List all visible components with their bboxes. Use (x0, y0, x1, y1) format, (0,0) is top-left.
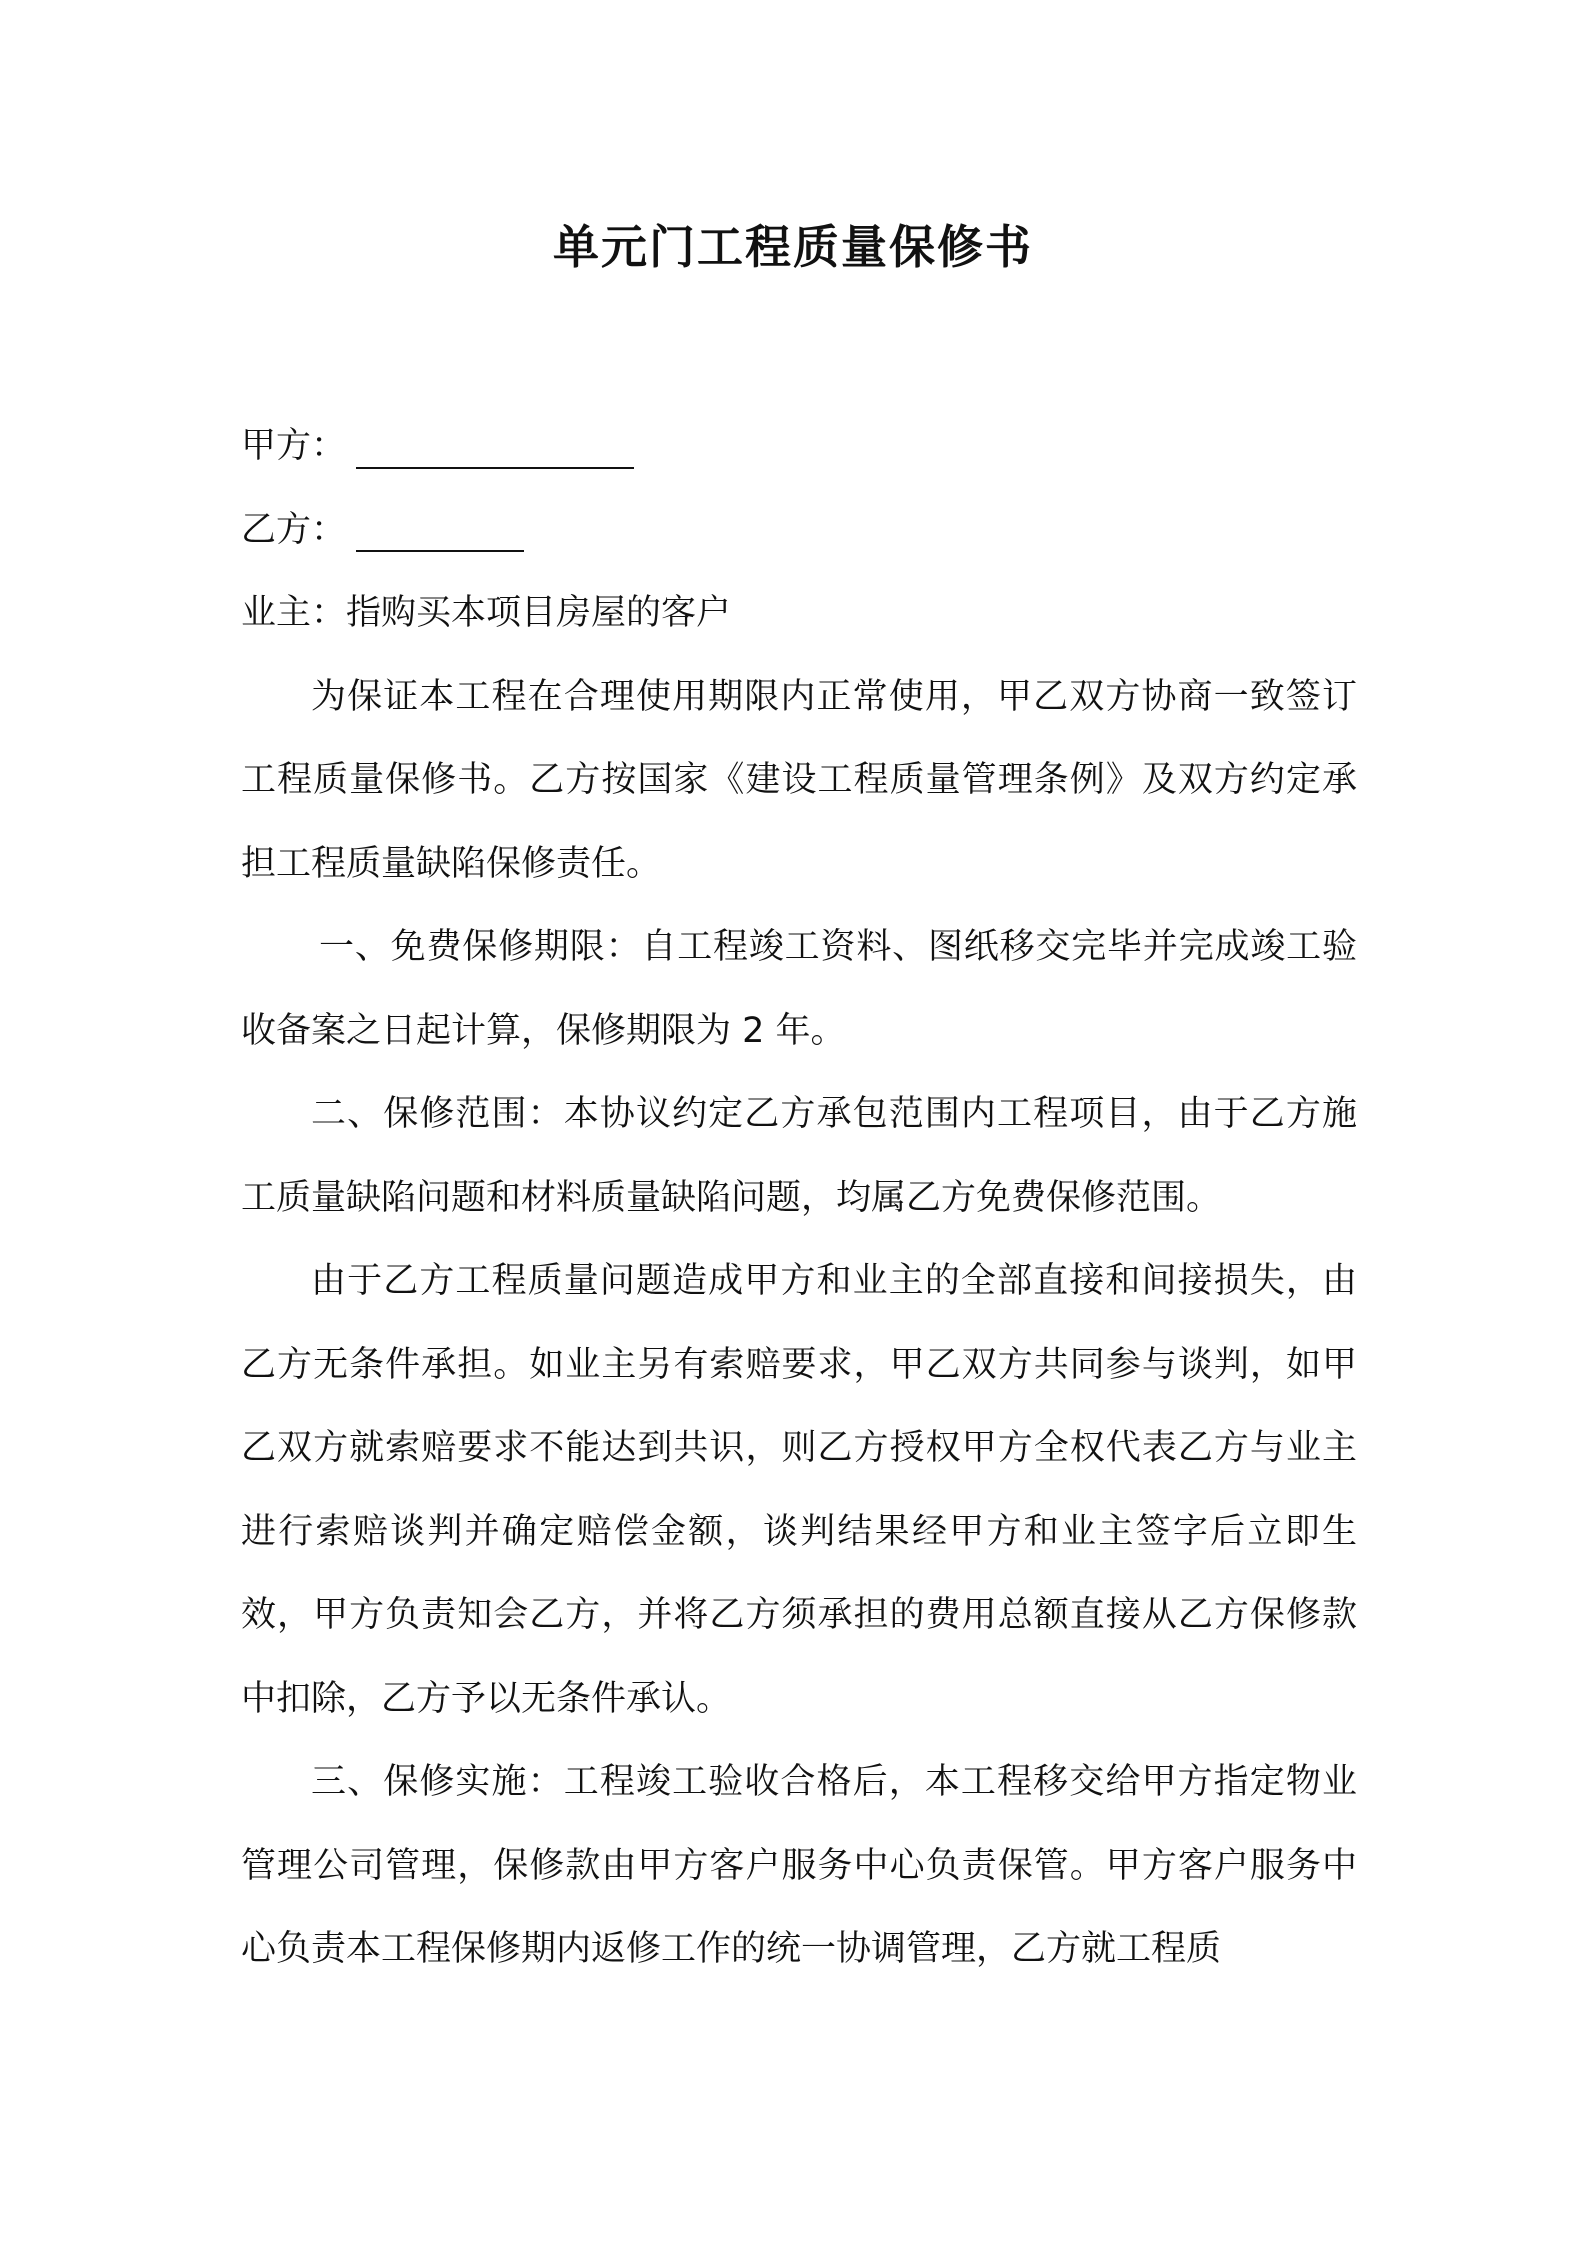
owner-line (241, 572, 1357, 656)
document-title: 单元门工程质量保修书 (553, 220, 1033, 274)
clause-loss-liability: 由于乙方工程质量问题造成甲方和业主的全部直接和间接损失，由乙方无条件承担。如业主另有索赔要求，甲乙双方共同参与谈判，如甲乙双方就索赔要求不能达到共识，则乙方授权甲方全权代表乙方与业主进行索赔谈判并确定赔偿金额，谈判结果经甲方和业主签字后立即生效，甲方负责知会乙方，并将乙方须承担的费用总额直接从乙方保修款中扣除，乙方予以无条件承认。 (241, 1261, 1357, 1719)
owner-text: 业主：指购买本项目房屋的客户 (241, 593, 732, 633)
party-b-label: 乙方： (241, 509, 347, 550)
party-a-blank (356, 425, 634, 469)
clause-warranty-implementation: 三、保修实施：工程竣工验收合格后，本工程移交给甲方指定物业管理公司管理，保修款由甲方客户服务中心负责保管。甲方客户服务中心负责本工程保修期内返修工作的统一协调管理，乙方就工程质 (241, 1762, 1357, 1969)
party-a-label: 甲方： (241, 426, 347, 466)
party-b-line (241, 489, 1357, 573)
document-body (241, 405, 1357, 1992)
party-a-line (241, 405, 1357, 489)
intro-paragraph: 为保证本工程在合理使用期限内正常使用，甲乙双方协商一致签订工程质量保修书。乙方按国家《建设工程质量管理条例》及双方约定承担工程质量缺陷保修责任。 (241, 676, 1357, 884)
clause-free-warranty-period: 一、免费保修期限：自工程竣工资料、图纸移交完毕并完成竣工验收备案之日起计算，保修期限为 2 年。 (241, 927, 1357, 1051)
party-b-blank (356, 508, 524, 552)
clause-warranty-scope: 二、保修范围：本协议约定乙方承包范围内工程项目，由于乙方施工质量缺陷问题和材料质量缺陷问题，均属乙方免费保修范围。 (241, 1094, 1357, 1218)
